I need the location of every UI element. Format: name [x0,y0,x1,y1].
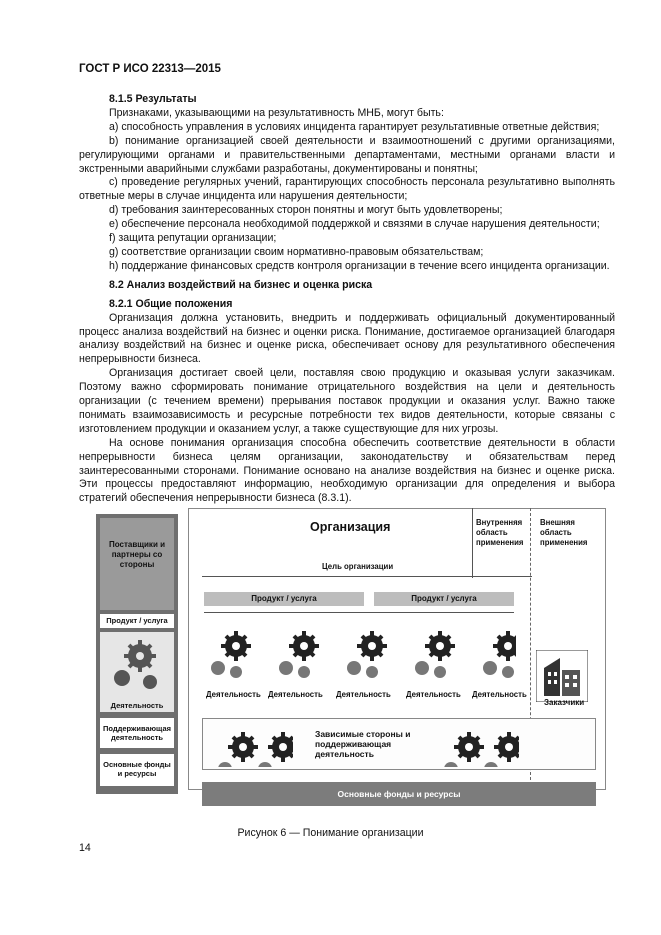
list-item: g) соответствие организации своим нормативно-правовым обязательствам; [109,245,484,258]
list-item: d) требования заинтересованных сторон понятны и могут быть удовлетворены; [109,204,503,217]
activity-gear-1 [211,631,251,678]
document-body [79,93,615,506]
goal-line [202,576,532,577]
activity-gear-5 [483,631,516,678]
list-item: h) поддержание финансовых средств контроля организации в течение всего инцидента организации. [109,259,610,272]
supporting-activity-box: Поддерживающая деятельность [100,718,174,748]
supplier-activity-label: Деятельность [110,701,164,710]
activity-label-2: Деятельность [268,690,323,699]
suppliers-column [96,514,178,794]
list-item: f) защита репутации организации; [109,232,277,245]
figure-caption: Рисунок 6 — Понимание организации [237,827,424,839]
supplier-product-label: Продукт / услуга [100,614,174,628]
list-item: b) понимание организацией своей деятельности и взаимоотношений с другими организациями, регулирующими органами и правительственными департаментами, местными органами власти и экстренными аварийными службами разработаны, документированы и понятны; [79,134,615,175]
customers-building-icon [536,650,588,702]
dependent-parties-box [202,718,596,770]
page-number: 14 [79,842,91,854]
dependent-parties-label: Зависимые стороны и поддерживающая деятельность [315,729,411,759]
list-item: e) обеспечение персонала необходимой поддержкой и связями в случае нарушения деятельности; [109,218,600,231]
activity-gear-4 [415,631,455,678]
gears-icon [100,632,174,698]
section-title-8-2-1: 8.2.1 Общие положения [109,297,233,310]
dependent-gears-left [213,725,293,767]
paragraph: Организация достигает своей цели, поставляя свою продукцию и оказывая услуги заказчикам. Поэтому важно сформировать понимание отрицательного воздействия на цели и деятельность организации (с течением времени) прерывания поставок продукции и оказания услуг. Важно также понимать взаимозависимость и ресурсные потребности тех видов деятельности, которые связаны с изготовлением продукции и оказанием услуг, а также существующие для них угрозы. [79,367,615,435]
activity-gear-3 [347,631,387,678]
activity-label-3: Деятельность [336,690,391,699]
activity-label-4: Деятельность [406,690,461,699]
fixed-assets-left-box: Основные фонды и ресурсы [100,754,174,786]
dependent-gears-right [439,725,519,767]
org-goal-label: Цель организации [322,562,394,571]
process-line [204,612,514,613]
section-title-8-1-5: 8.1.5 Результаты [109,93,197,105]
scope-divider-internal [472,508,473,578]
activities-gears [206,624,516,686]
product-band-1: Продукт / услуга [204,592,364,606]
customers-label: Заказчики [544,698,585,707]
suppliers-box: Поставщики и партнеры со стороны [100,518,174,610]
organization-title: Организация [310,520,391,534]
activity-label-1: Деятельность [206,690,261,699]
external-scope-label: Внешняя область применения [540,518,588,547]
fixed-assets-band: Основные фонды и ресурсы [202,782,596,806]
activity-label-5: Деятельность [472,690,527,699]
list-item: c) проведение регулярных учений, гарантирующих способность персонала результативно выполнять ответные меры в случае инцидента или нарушения деятельности; [79,176,615,203]
paragraph: Признаками, указывающими на результативность МНБ, могут быть: [109,106,444,119]
paragraph: Организация должна установить, внедрить и поддерживать официальный документированный процесс анализа воздействий на бизнес и оценки риска. Понимание, достигаемое организацией благодаря анализу воздействий на бизнес и оценке риска, обеспечивает основу для результативного обеспечения непрерывности бизнеса. [79,311,615,366]
figure-understanding-organization [96,500,606,812]
document-header: ГОСТ Р ИСО 22313—2015 [79,63,221,75]
paragraph: На основе понимания организация способна обеспечить соответствие деятельности в области непрерывности бизнеса целям организации, законодательству и обязательствам перед заинтересованными сторонами. Понимание основано на анализе воздействия на бизнес и оценке риска. Эти процессы предоставляют информацию, необходимую организации для определения и выбора стратегий обеспечения непрерывности бизнеса (8.3.1). [79,436,615,505]
list-item: a) способность управления в условиях инцидента гарантирует результативные ответные действия; [109,120,600,133]
activity-gear-2 [279,631,319,678]
product-band-2: Продукт / услуга [374,592,514,606]
section-title-8-2: 8.2 Анализ воздействий на бизнес и оценка риска [109,278,373,291]
internal-scope-label: Внутренняя область применения [476,518,524,547]
supplier-activity-box [100,632,174,712]
